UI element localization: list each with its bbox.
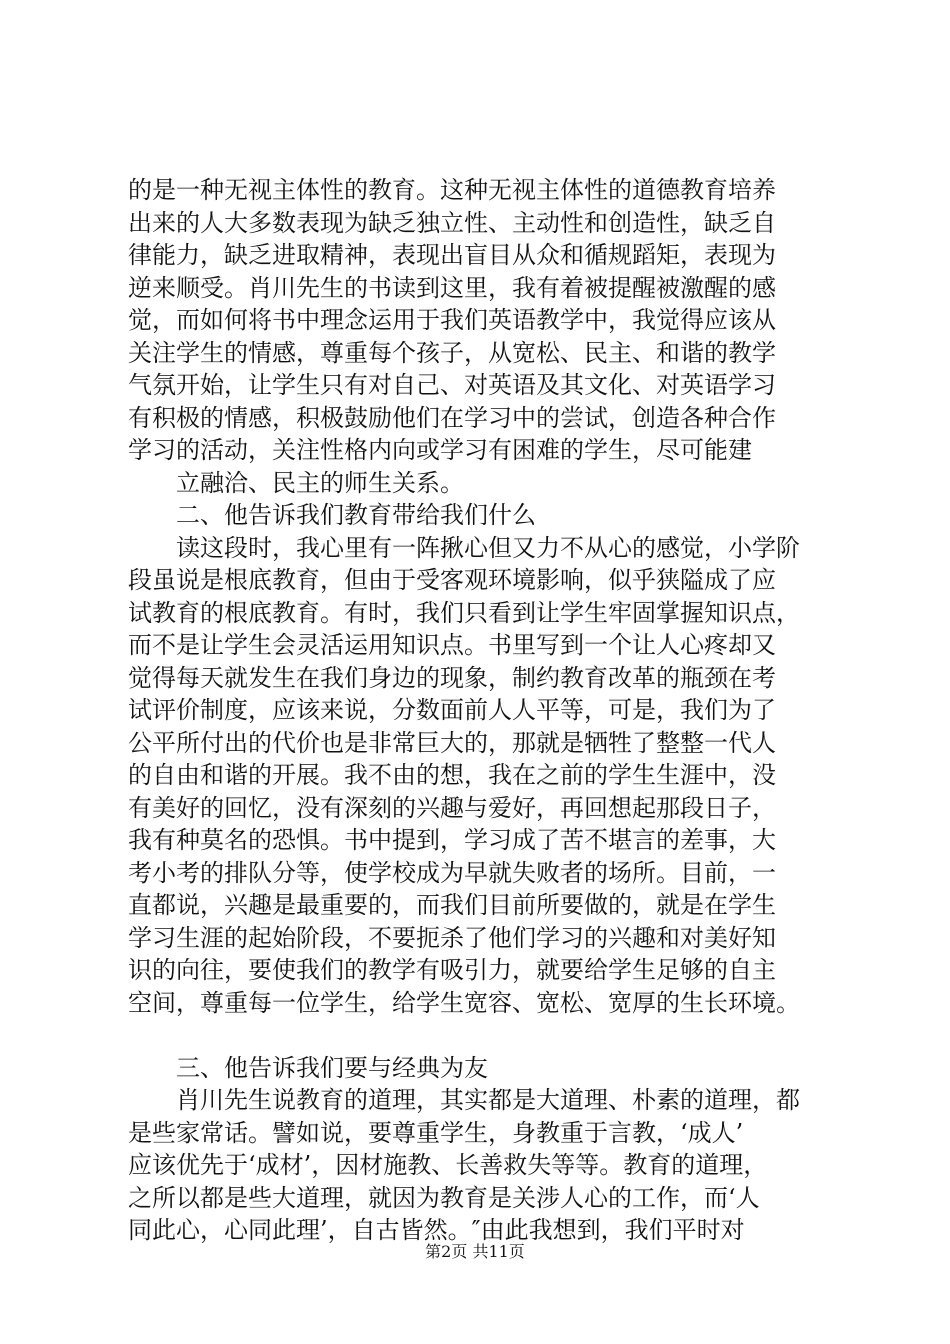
text-line: 直都说，兴趣是最重要的，而我们目前所要做的，就是在学生 (128, 891, 776, 919)
text-line: 立融洽、民主的师生关系。 (176, 468, 464, 497)
paragraph-start: 肖川先生说教育的道理，其实都是大道理、朴素的道理，都 (176, 1086, 800, 1114)
text-line: 律能力，缺乏进取精神，表现出盲目从众和循规蹈矩，表现为 (128, 241, 776, 269)
text-line: 觉得每天就发生在我们身边的现象，制约教育改革的瓶颈在考 (128, 663, 776, 692)
text-line: 是些家常话。譬如说，要尊重学生，身教重于言教，‘成人’ (128, 1118, 744, 1147)
document-body (128, 174, 848, 1247)
text-line: 有积极的情感，积极鼓励他们在学习中的尝试，创造各种合作 (128, 403, 776, 432)
text-line: 气氛开始，让学生只有对自己、对英语及其文化、对英语学习 (128, 371, 776, 399)
page-footer: 第2页 共11页 (425, 1242, 525, 1261)
text-line: 空间，尊重每一位学生，给学生宽容、宽松、宽厚的生长环境。 (128, 988, 800, 1017)
section-heading-3: 三、他告诉我们要与经典为友 (176, 1053, 488, 1082)
text-line: 段虽说是根底教育，但由于受客观环境影响，似乎狭隘成了应 (128, 566, 776, 594)
text-line: 而不是让学生会灵活运用知识点。书里写到一个让人心疼却又 (128, 631, 776, 659)
text-line: 同此心，心同此理’，自古皆然。″由此我想到，我们平时对 (128, 1216, 745, 1244)
text-line: 我有种莫名的恐惧。书中提到，学习成了苦不堪言的差事，大 (128, 826, 776, 854)
text-line: 试教育的根底教育。有时，我们只看到让学生牢固掌握知识点， (128, 598, 800, 627)
section-heading-2: 二、他告诉我们教育带给我们什么 (176, 501, 536, 529)
text-line: 觉，而如何将书中理念运用于我们英语教学中，我觉得应该从 (128, 306, 776, 334)
text-line: 应该优先于‘成材’，因材施教、长善救失等等。教育的道理， (128, 1151, 768, 1179)
text-line: 有美好的回忆，没有深刻的兴趣与爱好，再回想起那段日子， (128, 793, 776, 822)
text-line: 出来的人大多数表现为缺乏独立性、主动性和创造性，缺乏自 (128, 208, 776, 237)
text-line: 关注学生的情感，尊重每个孩子，从宽松、民主、和谐的教学 (128, 338, 776, 367)
text-line: 逆来顺受。肖川先生的书读到这里，我有着被提醒被激醒的感 (128, 273, 776, 302)
blank-line (128, 1019, 848, 1052)
text-line: 的自由和谐的开展。我不由的想，我在之前的学生生涯中，没 (128, 761, 776, 789)
text-line: 试评价制度，应该来说，分数面前人人平等，可是，我们为了 (128, 696, 776, 724)
text-line: 的是一种无视主体性的教育。这种无视主体性的道德教育培养 (128, 176, 776, 204)
text-line: 考小考的排队分等，使学校成为早就失败者的场所。目前，一 (128, 858, 776, 887)
text-line: 学习生涯的起始阶段，不要扼杀了他们学习的兴趣和对美好知 (128, 923, 776, 952)
text-line: 识的向往，要使我们的教学有吸引力，就要给学生足够的自主 (128, 956, 776, 984)
text-line: 公平所付出的代价也是非常巨大的，那就是牺牲了整整一代人 (128, 728, 776, 757)
text-line: 学习的活动，关注性格内向或学习有困难的学生，尽可能建 (128, 436, 752, 464)
paragraph-start: 读这段时，我心里有一阵揪心但又力不从心的感觉，小学阶 (176, 533, 800, 562)
text-line: 之所以都是些大道理，就因为教育是关涉人心的工作，而‘人 (128, 1183, 760, 1212)
